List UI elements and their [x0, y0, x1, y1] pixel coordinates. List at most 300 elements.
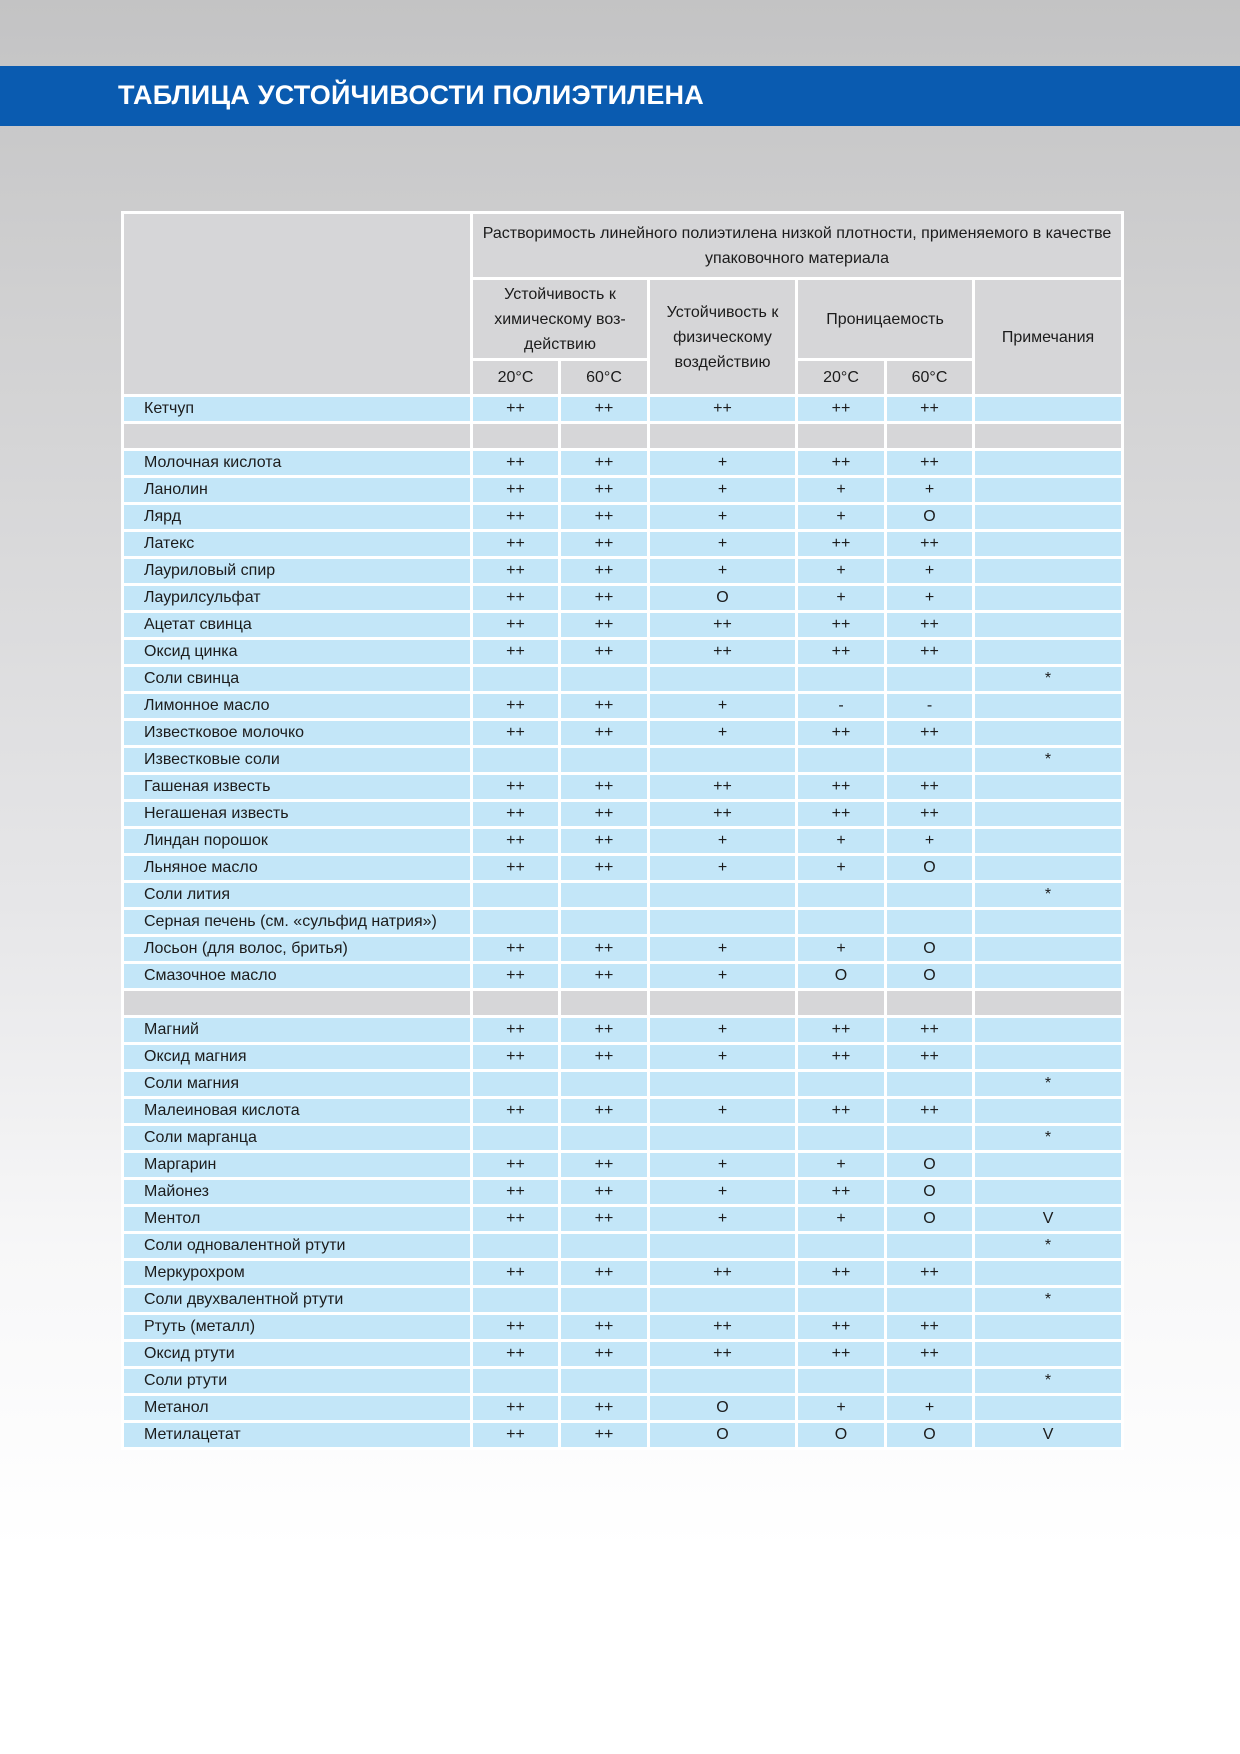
note-value [974, 693, 1123, 720]
physical-value [649, 1125, 797, 1152]
permeability-60c-value: O [886, 1152, 974, 1179]
permeability-60c-value [886, 747, 974, 774]
permeability-20c-value: + [797, 585, 886, 612]
table-row [123, 1341, 1123, 1368]
substance-name: Лярд [123, 504, 472, 531]
chemical-20c-value [472, 882, 560, 909]
substance-name: Соли ртути [123, 1368, 472, 1395]
permeability-20c-value: ++ [797, 450, 886, 477]
permeability-60c-value: ++ [886, 1017, 974, 1044]
spacer-cell [472, 423, 560, 450]
note-value [974, 855, 1123, 882]
permeability-20c-value: ++ [797, 720, 886, 747]
note-value [974, 639, 1123, 666]
permeability-60c-value [886, 666, 974, 693]
chemical-20c-value [472, 1368, 560, 1395]
physical-value: + [649, 1044, 797, 1071]
chemical-20c-value: ++ [472, 1179, 560, 1206]
substance-name: Серная печень (см. «сульфид натрия») [123, 909, 472, 936]
permeability-20c-value: ++ [797, 1044, 886, 1071]
substance-name: Известковое молочко [123, 720, 472, 747]
note-value [974, 963, 1123, 990]
note-value [974, 801, 1123, 828]
permeability-20c-value: + [797, 1152, 886, 1179]
substance-name: Маргарин [123, 1152, 472, 1179]
permeability-20c-value: + [797, 936, 886, 963]
physical-value: + [649, 720, 797, 747]
table-row [123, 531, 1123, 558]
spacer-cell [797, 423, 886, 450]
spacer-cell [974, 423, 1123, 450]
note-value [974, 558, 1123, 585]
chemical-60c-value [560, 1071, 649, 1098]
substance-name: Ментол [123, 1206, 472, 1233]
chemical-20c-value: ++ [472, 963, 560, 990]
physical-value: + [649, 1206, 797, 1233]
chemical-60c-value: ++ [560, 450, 649, 477]
chemical-20c-value: ++ [472, 774, 560, 801]
chemical-60c-value: ++ [560, 531, 649, 558]
substance-name: Льняное масло [123, 855, 472, 882]
physical-value: + [649, 1179, 797, 1206]
physical-value: O [649, 1422, 797, 1449]
chemical-60c-value: ++ [560, 1098, 649, 1125]
permeability-60c-value: O [886, 963, 974, 990]
chemical-20c-value: ++ [472, 450, 560, 477]
chemical-20c-value: ++ [472, 639, 560, 666]
physical-value [649, 1287, 797, 1314]
note-value [974, 1044, 1123, 1071]
chemical-60c-value: ++ [560, 1179, 649, 1206]
table-row [123, 612, 1123, 639]
chemical-20c-value: ++ [472, 1395, 560, 1422]
permeability-60c-value: O [886, 1422, 974, 1449]
table-row [123, 774, 1123, 801]
note-value [974, 1395, 1123, 1422]
chemical-60c-value: ++ [560, 828, 649, 855]
chemical-20c-value: ++ [472, 1044, 560, 1071]
permeability-60c-value: O [886, 504, 974, 531]
chemical-60c-value [560, 1233, 649, 1260]
physical-value: + [649, 1098, 797, 1125]
chemical-60c-value: ++ [560, 504, 649, 531]
permeability-temp-20: 20°C [797, 360, 886, 396]
table-row [123, 639, 1123, 666]
table-row [123, 963, 1123, 990]
chemical-60c-value: ++ [560, 801, 649, 828]
physical-value [649, 747, 797, 774]
permeability-60c-value: ++ [886, 1260, 974, 1287]
table-row [123, 1368, 1123, 1395]
substance-name: Метанол [123, 1395, 472, 1422]
permeability-60c-value: + [886, 585, 974, 612]
substance-name: Соли двухвалентной ртути [123, 1287, 472, 1314]
note-value [974, 828, 1123, 855]
spacer-row [123, 990, 1123, 1017]
permeability-60c-value: + [886, 477, 974, 504]
physical-value [649, 882, 797, 909]
table-row [123, 855, 1123, 882]
substance-name: Соли свинца [123, 666, 472, 693]
chemical-60c-value: ++ [560, 693, 649, 720]
table-row [123, 504, 1123, 531]
permeability-20c-value [797, 1368, 886, 1395]
substance-name: Малеиновая кислота [123, 1098, 472, 1125]
note-value: * [974, 1071, 1123, 1098]
permeability-60c-value: + [886, 558, 974, 585]
substance-name: Негашеная известь [123, 801, 472, 828]
chemical-60c-value: ++ [560, 1152, 649, 1179]
physical-value: ++ [649, 639, 797, 666]
permeability-60c-value: ++ [886, 450, 974, 477]
chemical-60c-value [560, 1125, 649, 1152]
chemical-60c-value: ++ [560, 558, 649, 585]
note-value [974, 1098, 1123, 1125]
chemical-20c-value [472, 1233, 560, 1260]
substance-name: Соли лития [123, 882, 472, 909]
permeability-20c-value: + [797, 477, 886, 504]
note-value [974, 504, 1123, 531]
table-row [123, 1314, 1123, 1341]
permeability-header: Проницаемость [797, 279, 974, 360]
chemical-20c-value: ++ [472, 855, 560, 882]
permeability-60c-value [886, 882, 974, 909]
table-row [123, 558, 1123, 585]
chemical-20c-value: ++ [472, 936, 560, 963]
physical-value: + [649, 558, 797, 585]
note-value [974, 531, 1123, 558]
chemical-60c-value [560, 882, 649, 909]
physical-value: ++ [649, 612, 797, 639]
group-header: Растворимость линейного полиэтилена низкой плотности, применяемого в качестве упаковочного материала [472, 213, 1123, 279]
permeability-20c-value: ++ [797, 1017, 886, 1044]
permeability-60c-value: - [886, 693, 974, 720]
table-row [123, 585, 1123, 612]
page-title: ТАБЛИЦА УСТОЙЧИВОСТИ ПОЛИЭТИЛЕНА [118, 80, 704, 110]
chemical-60c-value: ++ [560, 774, 649, 801]
chemical-20c-value [472, 1287, 560, 1314]
chemical-60c-value: ++ [560, 396, 649, 423]
permeability-20c-value [797, 1071, 886, 1098]
note-value: V [974, 1422, 1123, 1449]
spacer-cell [886, 423, 974, 450]
permeability-60c-value [886, 1125, 974, 1152]
table-row [123, 1233, 1123, 1260]
substance-name: Оксид ртути [123, 1341, 472, 1368]
permeability-20c-value [797, 1233, 886, 1260]
chemical-60c-value: ++ [560, 963, 649, 990]
chemical-60c-value: ++ [560, 1206, 649, 1233]
physical-value: ++ [649, 801, 797, 828]
table-row [123, 1287, 1123, 1314]
chemical-60c-value: ++ [560, 855, 649, 882]
note-value [974, 1179, 1123, 1206]
chemical-20c-value: ++ [472, 1017, 560, 1044]
permeability-60c-value: ++ [886, 1098, 974, 1125]
table-row [123, 1017, 1123, 1044]
permeability-60c-value: ++ [886, 774, 974, 801]
permeability-20c-value [797, 882, 886, 909]
chemical-temp-20: 20°C [472, 360, 560, 396]
physical-value: + [649, 1017, 797, 1044]
physical-value: ++ [649, 1260, 797, 1287]
chemical-60c-value [560, 747, 649, 774]
physical-value [649, 909, 797, 936]
note-value: V [974, 1206, 1123, 1233]
permeability-20c-value: ++ [797, 612, 886, 639]
permeability-60c-value: O [886, 1179, 974, 1206]
notes-header: Примечания [974, 279, 1123, 396]
permeability-20c-value [797, 747, 886, 774]
permeability-20c-value [797, 909, 886, 936]
chemical-20c-value: ++ [472, 531, 560, 558]
physical-value: + [649, 1152, 797, 1179]
chemical-20c-value: ++ [472, 828, 560, 855]
substance-name: Молочная кислота [123, 450, 472, 477]
chemical-60c-value: ++ [560, 1395, 649, 1422]
permeability-20c-value: ++ [797, 774, 886, 801]
chemical-60c-value: ++ [560, 639, 649, 666]
physical-value: + [649, 477, 797, 504]
chemical-60c-value: ++ [560, 720, 649, 747]
note-value: * [974, 666, 1123, 693]
table-body [123, 396, 1123, 1449]
spacer-cell [649, 423, 797, 450]
spacer-cell [123, 423, 472, 450]
note-value: * [974, 1368, 1123, 1395]
permeability-20c-value: - [797, 693, 886, 720]
permeability-20c-value: ++ [797, 801, 886, 828]
physical-value [649, 1071, 797, 1098]
note-value [974, 774, 1123, 801]
substance-name: Гашеная известь [123, 774, 472, 801]
table-row [123, 1125, 1123, 1152]
chemical-20c-value: ++ [472, 612, 560, 639]
permeability-20c-value: ++ [797, 1341, 886, 1368]
note-value [974, 1017, 1123, 1044]
substance-name: Лимонное масло [123, 693, 472, 720]
permeability-20c-value: + [797, 1395, 886, 1422]
chemical-20c-value: ++ [472, 1098, 560, 1125]
chemical-temp-60: 60°C [560, 360, 649, 396]
table-row [123, 1098, 1123, 1125]
chemical-60c-value: ++ [560, 612, 649, 639]
physical-value: ++ [649, 396, 797, 423]
note-value: * [974, 882, 1123, 909]
chemical-20c-value: ++ [472, 504, 560, 531]
table-row [123, 450, 1123, 477]
permeability-20c-value: ++ [797, 1260, 886, 1287]
permeability-60c-value: ++ [886, 1044, 974, 1071]
note-value [974, 909, 1123, 936]
permeability-60c-value: ++ [886, 612, 974, 639]
note-value [974, 585, 1123, 612]
substance-name: Лауриловый спир [123, 558, 472, 585]
permeability-20c-value: + [797, 504, 886, 531]
permeability-20c-value: ++ [797, 396, 886, 423]
chemical-60c-value: ++ [560, 1260, 649, 1287]
substance-name: Латекс [123, 531, 472, 558]
substance-name: Кетчуп [123, 396, 472, 423]
physical-value: O [649, 1395, 797, 1422]
chemical-20c-value: ++ [472, 1422, 560, 1449]
physical-value: ++ [649, 774, 797, 801]
chemical-60c-value: ++ [560, 585, 649, 612]
table-row [123, 1179, 1123, 1206]
permeability-20c-value [797, 1287, 886, 1314]
permeability-60c-value: ++ [886, 801, 974, 828]
title-banner [0, 66, 1240, 126]
physical-value: ++ [649, 1314, 797, 1341]
table-row [123, 693, 1123, 720]
chemical-20c-value: ++ [472, 1152, 560, 1179]
chemical-20c-value: ++ [472, 585, 560, 612]
physical-value: + [649, 504, 797, 531]
note-value [974, 1260, 1123, 1287]
table-row [123, 909, 1123, 936]
note-value [974, 720, 1123, 747]
permeability-20c-value [797, 666, 886, 693]
chemical-60c-value [560, 909, 649, 936]
permeability-20c-value: + [797, 558, 886, 585]
chemical-60c-value: ++ [560, 1341, 649, 1368]
substance-name: Известковые соли [123, 747, 472, 774]
permeability-60c-value: ++ [886, 639, 974, 666]
chemical-60c-value: ++ [560, 1017, 649, 1044]
substance-name: Ланолин [123, 477, 472, 504]
spacer-cell [472, 990, 560, 1017]
chemical-60c-value: ++ [560, 1422, 649, 1449]
chemical-20c-value [472, 1071, 560, 1098]
permeability-60c-value [886, 1071, 974, 1098]
table-row [123, 1152, 1123, 1179]
permeability-20c-value: + [797, 855, 886, 882]
substance-name: Майонез [123, 1179, 472, 1206]
resistance-table [121, 211, 1124, 1450]
note-value [974, 936, 1123, 963]
substance-name: Ртуть (металл) [123, 1314, 472, 1341]
table-row [123, 477, 1123, 504]
note-value [974, 612, 1123, 639]
table-row [123, 801, 1123, 828]
chemical-20c-value: ++ [472, 1206, 560, 1233]
permeability-60c-value: ++ [886, 1314, 974, 1341]
chemical-20c-value: ++ [472, 1314, 560, 1341]
note-value: * [974, 1125, 1123, 1152]
physical-value: ++ [649, 1341, 797, 1368]
table-row [123, 828, 1123, 855]
permeability-60c-value: ++ [886, 720, 974, 747]
chemical-60c-value [560, 1368, 649, 1395]
permeability-60c-value [886, 1233, 974, 1260]
permeability-temp-60: 60°C [886, 360, 974, 396]
spacer-cell [649, 990, 797, 1017]
substance-name: Лаурилсульфат [123, 585, 472, 612]
chemical-60c-value: ++ [560, 1314, 649, 1341]
note-value [974, 477, 1123, 504]
chemical-60c-value: ++ [560, 477, 649, 504]
chemical-60c-value: ++ [560, 936, 649, 963]
permeability-20c-value: O [797, 963, 886, 990]
chemical-20c-value: ++ [472, 558, 560, 585]
note-value [974, 1341, 1123, 1368]
physical-value: + [649, 450, 797, 477]
spacer-cell [560, 423, 649, 450]
chemical-20c-value: ++ [472, 1341, 560, 1368]
note-value [974, 396, 1123, 423]
chemical-20c-value: ++ [472, 693, 560, 720]
permeability-60c-value: ++ [886, 396, 974, 423]
chemical-20c-value: ++ [472, 801, 560, 828]
chemical-60c-value: ++ [560, 1044, 649, 1071]
permeability-20c-value: ++ [797, 1314, 886, 1341]
chemical-20c-value [472, 909, 560, 936]
permeability-60c-value: ++ [886, 531, 974, 558]
permeability-20c-value: ++ [797, 639, 886, 666]
chemical-20c-value: ++ [472, 1260, 560, 1287]
permeability-60c-value: + [886, 1395, 974, 1422]
physical-value: + [649, 828, 797, 855]
physical-value [649, 1233, 797, 1260]
note-value: * [974, 747, 1123, 774]
permeability-20c-value [797, 1125, 886, 1152]
table-row [123, 1044, 1123, 1071]
chemical-20c-value: ++ [472, 720, 560, 747]
substance-name: Смазочное масло [123, 963, 472, 990]
chemical-60c-value [560, 1287, 649, 1314]
substance-name: Магний [123, 1017, 472, 1044]
note-value [974, 1314, 1123, 1341]
chemical-resistance-header: Устойчивость к химическому воз- действию [472, 279, 649, 360]
header-corner [123, 213, 472, 396]
table-row [123, 1260, 1123, 1287]
table-row [123, 666, 1123, 693]
note-value: * [974, 1233, 1123, 1260]
spacer-cell [560, 990, 649, 1017]
substance-name: Соли магния [123, 1071, 472, 1098]
chemical-20c-value [472, 747, 560, 774]
substance-name: Соли марганца [123, 1125, 472, 1152]
physical-value: + [649, 693, 797, 720]
permeability-20c-value: O [797, 1422, 886, 1449]
substance-name: Оксид цинка [123, 639, 472, 666]
physical-value: + [649, 936, 797, 963]
permeability-60c-value: + [886, 828, 974, 855]
spacer-cell [123, 990, 472, 1017]
table-row [123, 1422, 1123, 1449]
permeability-60c-value: O [886, 1206, 974, 1233]
physical-value [649, 1368, 797, 1395]
table-row [123, 882, 1123, 909]
permeability-60c-value [886, 909, 974, 936]
permeability-20c-value: ++ [797, 1098, 886, 1125]
table-row [123, 720, 1123, 747]
physical-value: + [649, 531, 797, 558]
table-row [123, 396, 1123, 423]
table-row [123, 1206, 1123, 1233]
physical-resistance-header: Устойчивость к физическому воздействию [649, 279, 797, 396]
permeability-20c-value: ++ [797, 531, 886, 558]
substance-name: Меркурохром [123, 1260, 472, 1287]
permeability-20c-value: + [797, 1206, 886, 1233]
note-value [974, 450, 1123, 477]
permeability-60c-value: O [886, 855, 974, 882]
permeability-60c-value: ++ [886, 1341, 974, 1368]
physical-value: + [649, 855, 797, 882]
table-row [123, 747, 1123, 774]
substance-name: Соли одновалентной ртути [123, 1233, 472, 1260]
chemical-20c-value: ++ [472, 396, 560, 423]
